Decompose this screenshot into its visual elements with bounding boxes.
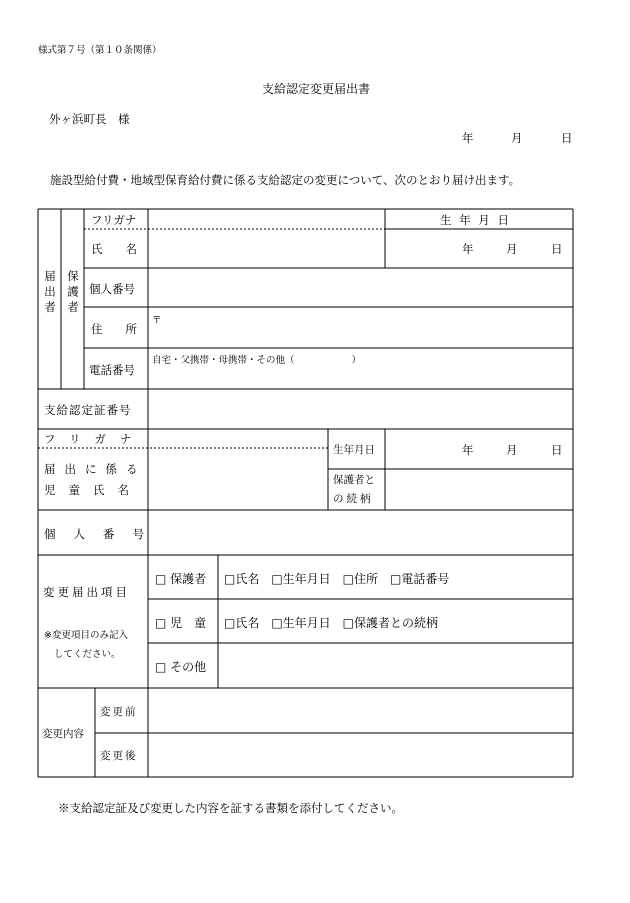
other-change-field[interactable] [220, 644, 571, 687]
certificate-number-field[interactable] [150, 390, 571, 428]
child-furigana-field[interactable] [150, 430, 326, 447]
guardian-birth-month-label: 月 [506, 242, 518, 256]
category-other-checkbox[interactable]: □ その他 [155, 660, 207, 674]
after-change-label: 変更後 [100, 750, 138, 762]
guardian-phone-field[interactable] [150, 366, 571, 388]
before-change-field[interactable] [150, 689, 571, 732]
change-items-note-line2: してください。 [54, 649, 121, 660]
applicant-label: 届出者 [43, 270, 57, 317]
category-child-checkbox[interactable]: □ 児 童 [155, 616, 207, 630]
guardian-address-label: 住 所 [91, 322, 137, 336]
child-birthdate-label: 生年月日 [333, 444, 375, 456]
change-content-label: 変更内容 [42, 728, 84, 740]
date-day-label: 日 [561, 131, 573, 145]
guardian-birth-year-label: 年 [462, 242, 474, 256]
guardian-label: 保護者 [66, 270, 80, 317]
guardian-phone-label: 電話番号 [89, 363, 135, 377]
relation-label-line1: 保護者と [333, 474, 375, 486]
change-items-note-line1: ※変更項目のみ記入 [44, 630, 128, 641]
intro-text: 施設型給付費・地域型保育給付費に係る支給認定の変更について、次のとおり届け出ます。 [50, 173, 521, 187]
child-change-options[interactable]: □氏名 □生年月日 □保護者との続柄 [224, 616, 439, 630]
guardian-birthdate-header: 生 年 月 日 [440, 213, 511, 227]
relation-field[interactable] [387, 470, 571, 509]
guardian-personal-number-field[interactable] [150, 269, 571, 306]
postal-mark: 〒 [152, 315, 162, 326]
child-birth-day-label: 日 [551, 443, 563, 457]
guardian-name-label: 氏 名 [91, 242, 137, 256]
guardian-furigana-field[interactable] [150, 210, 383, 228]
guardian-birth-day-label: 日 [551, 242, 563, 256]
guardian-address-field[interactable] [150, 308, 571, 347]
child-name-field[interactable] [150, 449, 326, 509]
relation-label-line2: の続柄 [333, 493, 374, 505]
guardian-personal-number-label: 個人番号 [89, 282, 135, 296]
child-personal-number-label: 個人番号 [44, 527, 162, 541]
date-month-label: 月 [511, 131, 523, 145]
child-name-label-line2: 児童氏名 [44, 483, 142, 497]
certificate-number-label: 支給認定証番号 [44, 403, 132, 417]
form-number: 様式第７号（第１０条関係） [38, 45, 162, 56]
category-guardian-checkbox[interactable]: □ 保護者 [155, 572, 207, 586]
change-items-label: 変更届出項目 [43, 585, 130, 599]
child-name-label-line1: 届出に係る [44, 462, 147, 476]
after-change-field[interactable] [150, 734, 571, 776]
footer-note: ※支給認定証及び変更した内容を証する書類を添付してください。 [58, 801, 403, 815]
guardian-furigana-label: フリガナ [91, 213, 137, 227]
guardian-name-field[interactable] [150, 230, 383, 267]
page-title: 支給認定変更届出書 [262, 82, 371, 96]
before-change-label: 変更前 [100, 706, 138, 718]
child-birth-year-label: 年 [462, 443, 474, 457]
guardian-change-options[interactable]: □氏名 □生年月日 □住所 □電話番号 [224, 572, 450, 586]
child-furigana-label: フリガナ [44, 432, 146, 446]
date-year-label: 年 [462, 131, 474, 145]
phone-options: 自宅・父携帯・母携帯・その他（ ） [152, 355, 362, 366]
addressee: 外ヶ浜町長 様 [49, 112, 130, 126]
child-personal-number-field[interactable] [150, 511, 571, 554]
child-birth-month-label: 月 [506, 443, 518, 457]
